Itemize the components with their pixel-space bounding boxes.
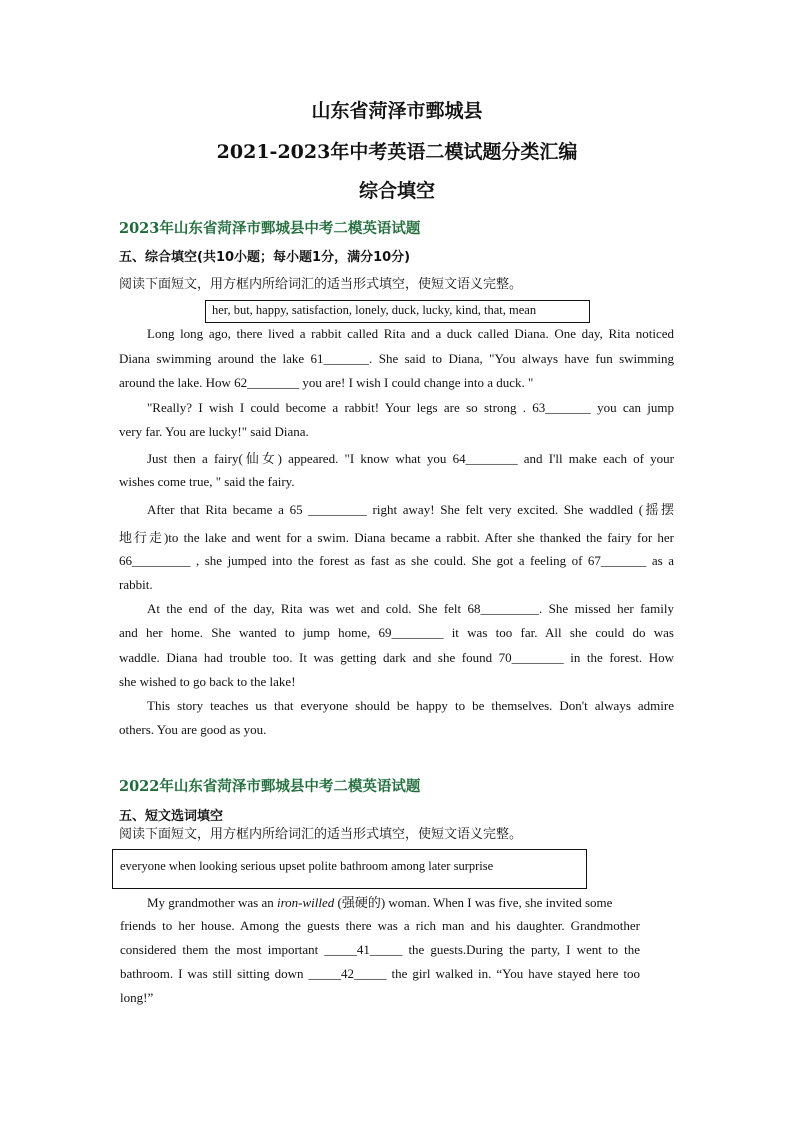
passage-line: very far. You are lucky!" said Diana. <box>119 424 309 439</box>
passage-text: My grandmother was an <box>147 895 277 910</box>
passage-line: After that Rita became a 65 _________ right away! She felt very excited. She waddled (摇摆 <box>147 502 674 517</box>
passage-line <box>147 892 650 911</box>
passage-line: Diana swimming around the lake 61_______. She said to Diana, "You always have fun swimming <box>119 351 674 366</box>
passage-line: Long long ago, there lived a rabbit called Rita and a duck called Diana. One day, Rita noticed <box>147 326 674 341</box>
passage-line: around the lake. How 62________ you are! I wish I could change into a duck. " <box>119 375 534 390</box>
passage-line: she wished to go back to the lake! <box>119 674 296 689</box>
instruction-2022: 阅读下面短文，用方框内所给词汇的适当形式填空，使短文语义完整。 <box>119 827 523 842</box>
passage-line: Just then a fairy(仙女) appeared. "I know what you 64________ and I'll make each of your <box>147 451 674 466</box>
passage-line: rabbit. <box>119 577 153 592</box>
passage-line: considered them the most important _____41_____ the guests.During the party, I went to the <box>120 942 640 957</box>
part-label-2023: 五、综合填空(共10小题；每小题1分，满分10分) <box>119 250 411 265</box>
part-label-2022: 五、短文选词填空 <box>119 809 224 824</box>
passage-line: wishes come true, " said the fairy. <box>119 474 295 489</box>
passage-line: bathroom. I was still sitting down _____42_____ the girl walked in. “You have stayed here too <box>120 966 640 981</box>
passage-line: waddle. Diana had trouble too. It was getting dark and she found 70________ in the forest. How <box>119 650 674 665</box>
passage-text: (强硬的) woman. When I was five, she invited some <box>334 895 613 910</box>
passage-line: This story teaches us that everyone should be happy to be themselves. Don't always admire <box>147 698 674 713</box>
word-box-2023: her, but, happy, satisfaction, lonely, duck, lucky, kind, that, mean <box>205 300 590 323</box>
section-heading-2022: 2022年山东省菏泽市鄄城县中考二模英语试题 <box>119 778 421 795</box>
document-title-topic: 综合填空 <box>358 180 435 202</box>
passage-line: friends to her house. Among the guests there was a rich man and his daughter. Grandmother <box>120 918 640 933</box>
passage-line: long!” <box>120 990 154 1005</box>
document-title-years: 2021-2023年中考英语二模试题分类汇编 <box>216 141 578 163</box>
passage-line: and her home. She wanted to jump home, 69________ it was too far. All she could do was <box>119 625 674 640</box>
passage-line: "Really? I wish I could become a rabbit! Your legs are so strong . 63_______ you can jump <box>147 400 674 415</box>
word-box-2022: everyone when looking serious upset polite bathroom among later surprise <box>112 849 587 889</box>
passage-line: 66_________ , she jumped into the forest as fast as she could. She got a feeling of 67_______ as a <box>119 553 674 568</box>
passage-line: At the end of the day, Rita was wet and cold. She felt 68_________. She missed her family <box>147 601 674 616</box>
passage-line: 地行走)to the lake and went for a swim. Diana became a rabbit. After she thanked the fairy for her <box>119 530 674 545</box>
document-title-region: 山东省菏泽市鄄城县 <box>311 100 483 122</box>
passage-line: others. You are good as you. <box>119 722 267 737</box>
section-heading-2023: 2023年山东省菏泽市鄄城县中考二模英语试题 <box>119 220 421 237</box>
passage-italic-term: iron-willed <box>276 895 335 910</box>
instruction-2023: 阅读下面短文，用方框内所给词汇的适当形式填空，使短文语义完整。 <box>119 277 523 292</box>
